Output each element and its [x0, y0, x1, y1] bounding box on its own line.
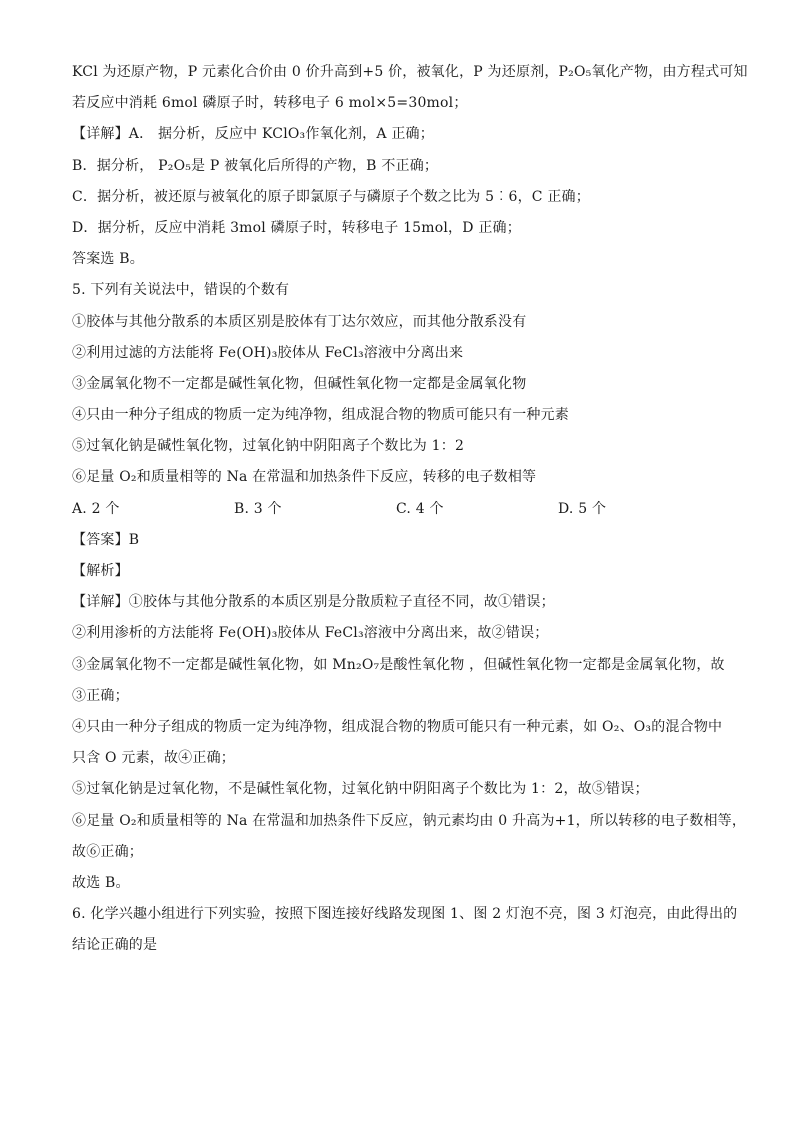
text-line: 若反应中消耗 6mol 磷原子时，转移电子 6 mol×5=30mol； [72, 95, 468, 112]
detail-line: ⑤过氧化钠是过氧化物，不是碱性氧化物，过氧化钠中阴阳离子个数比为 1：2，故⑤错误； [72, 781, 649, 798]
document-content [72, 62, 748, 966]
detail-line: ④只由一种分子组成的物质一定为纯净物，组成混合物的物质可能只有一种元素，如 O₂、O₃的混合物中 [72, 718, 723, 735]
question-5-stem: 5. 下列有关说法中，错误的个数有 [72, 282, 290, 299]
detail-line: 只含 O 元素，故④正确； [72, 750, 235, 767]
statement-4: ④只由一种分子组成的物质一定为纯净物，组成混合物的物质可能只有一种元素 [72, 407, 569, 424]
detail-line: ③正确； [72, 687, 129, 704]
statement-6: ⑥足量 O₂和质量相等的 Na 在常温和加热条件下反应，转移的电子数相等 [72, 469, 537, 486]
conclusion-line: 故选 B。 [72, 874, 130, 891]
option-c-explanation: C．据分析，被还原与被氧化的原子即氯原子与磷原子个数之比为 5︰6，C 正确； [72, 188, 590, 205]
choices-row [72, 499, 734, 519]
detail-line: ②利用渗析的方法能将 Fe(OH)₃胶体从 FeCl₃溶液中分离出来，故②错误； [72, 625, 549, 642]
detail-line: 【详解】A． 据分析，反应中 KClO₃作氧化剂，A 正确； [72, 126, 434, 143]
statement-2: ②利用过滤的方法能将 Fe(OH)₃胶体从 FeCl₃溶液中分离出来 [72, 344, 464, 361]
answer-label: 【答案】B [72, 531, 140, 548]
detail-line: ⑥足量 O₂和质量相等的 Na 在常温和加热条件下反应，钠元素均由 0 升高为+1，所以转移的电子数相等， [72, 812, 747, 829]
question-6-stem: 6. 化学兴趣小组进行下列实验，按照下图连接好线路发现图 1、图 2 灯泡不亮，图 3 灯泡亮，由此得出的 [72, 906, 738, 923]
statement-1: ①胶体与其他分散系的本质区别是胶体有丁达尔效应，而其他分散系没有 [72, 313, 527, 330]
choice-b: B. 3 个 [234, 500, 282, 517]
detail-line: 【详解】①胶体与其他分散系的本质区别是分散质粒子直径不同，故①错误； [72, 594, 555, 611]
choice-c: C. 4 个 [396, 500, 444, 517]
option-b-explanation: B．据分析， P₂O₅是 P 被氧化后所得的产物，B 不正确； [72, 157, 439, 174]
text-line: KCl 为还原产物，P 元素化合价由 0 价升高到+5 价，被氧化，P 为还原剂，P₂O₅氧化产物，由方程式可知 [72, 64, 748, 80]
option-d-explanation: D．据分析，反应中消耗 3mol 磷原子时，转移电子 15mol，D 正确； [72, 219, 521, 236]
question-6-stem-cont: 结论正确的是 [72, 937, 158, 954]
answer-line: 答案选 B。 [72, 251, 144, 268]
choice-a: A. 2 个 [72, 500, 120, 517]
statement-3: ③金属氧化物不一定都是碱性氧化物，但碱性氧化物一定都是金属氧化物 [72, 375, 527, 392]
detail-line: ③金属氧化物不一定都是碱性氧化物，如 Mn₂O₇是酸性氧化物 ，但碱性氧化物一定都是金属氧化物，故 [72, 656, 725, 673]
analysis-label: 【解析】 [72, 563, 129, 579]
statement-5: ⑤过氧化钠是碱性氧化物，过氧化钠中阴阳离子个数比为 1：2 [72, 438, 465, 455]
choice-d: D. 5 个 [558, 500, 607, 517]
detail-line: 故⑥正确； [72, 843, 143, 860]
